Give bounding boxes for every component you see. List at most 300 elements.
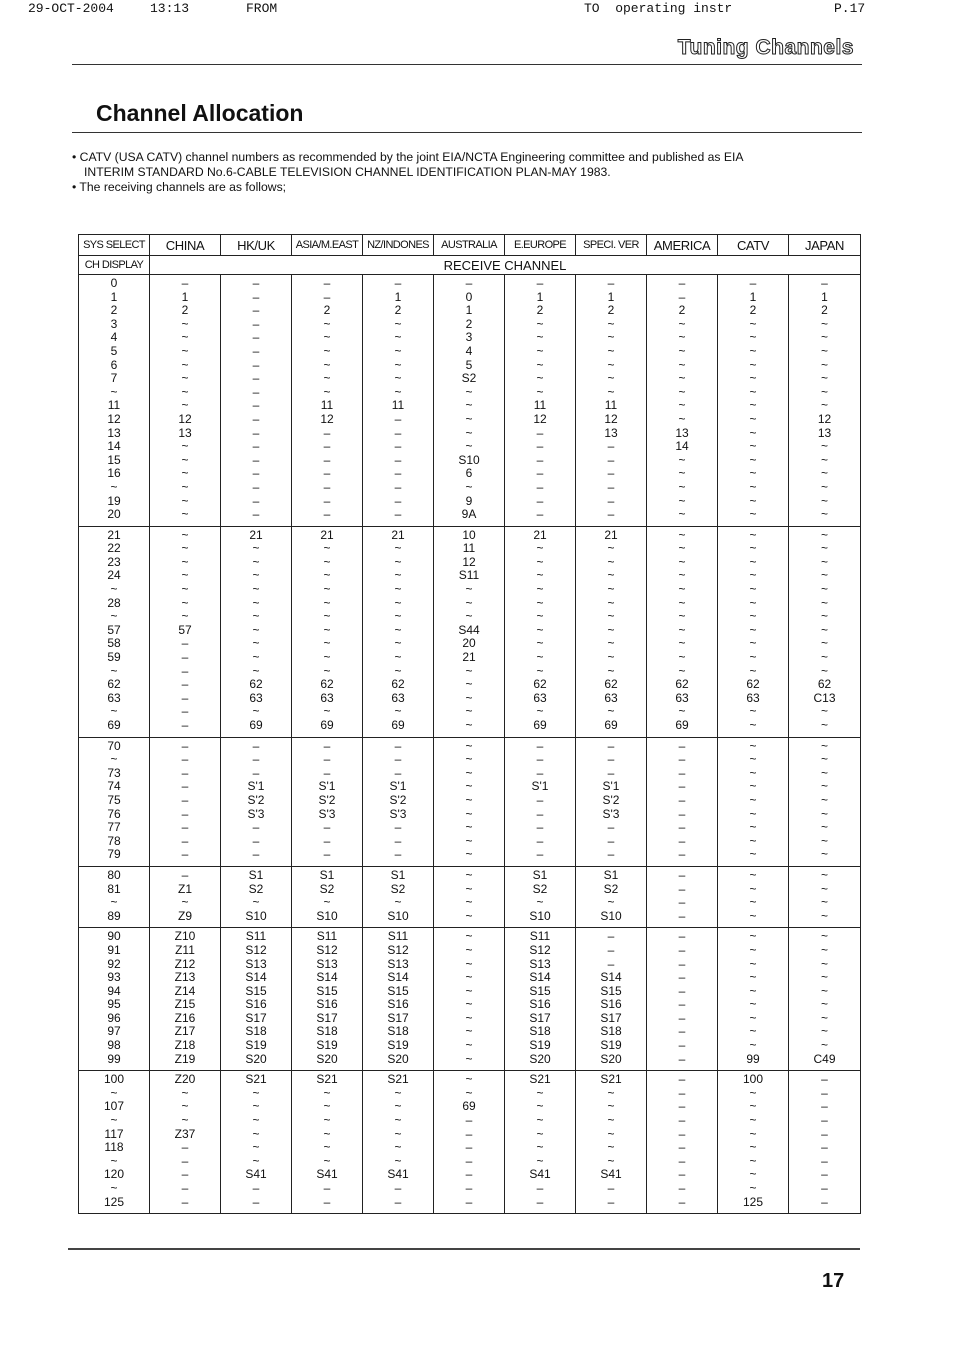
channel-value: ~ (323, 650, 331, 665)
channel-value: 63 (320, 690, 334, 705)
channel-value: – (821, 1099, 828, 1114)
channel-value: ~ (465, 765, 473, 780)
channel-value: ~ (252, 704, 260, 719)
channel-value: ~ (181, 895, 189, 910)
channel-value: S13 (245, 956, 267, 971)
channel-value: – (252, 289, 260, 304)
channel-value: ~ (749, 1181, 757, 1195)
receive-channel-cell (718, 1071, 789, 1214)
channel-value: ~ (536, 330, 544, 345)
footer-divider (68, 1248, 860, 1250)
channel-value: S20 (245, 1051, 267, 1066)
channel-value: ~ (181, 316, 189, 331)
channel-value: S18 (387, 1024, 409, 1039)
channel-value: – (252, 1194, 260, 1209)
channel-value: – (678, 847, 686, 862)
channel-value: ~ (820, 439, 828, 454)
channel-value: – (821, 1113, 828, 1128)
channel-value: S16 (316, 997, 338, 1012)
channel-value: ~ (252, 650, 260, 665)
channel-value: – (607, 752, 615, 767)
channel-value: – (678, 792, 686, 807)
receive-channel-cell (292, 866, 363, 927)
channel-value: ~ (678, 384, 686, 399)
channel-value: – (607, 452, 615, 467)
channel-value: – (821, 1167, 828, 1182)
channel-value: ~ (678, 582, 686, 597)
channel-value: – (323, 752, 331, 767)
channel-value: 21 (320, 527, 334, 542)
channel-value: 100 (742, 1072, 764, 1087)
channel-value: S15 (387, 983, 409, 998)
channel-value: – (678, 1072, 686, 1087)
channel-value: – (678, 806, 686, 821)
channel-value: ~ (536, 595, 544, 610)
channel-value: 63 (604, 690, 618, 705)
channel-value: ~ (749, 384, 757, 399)
channel-value: 62 (746, 677, 760, 692)
channel-value: 62 (107, 677, 121, 692)
channel-value: ~ (323, 554, 331, 569)
channel-value: – (252, 357, 260, 372)
channel-value: – (821, 1072, 828, 1087)
channel-value: ~ (465, 1024, 473, 1039)
channel-value: ~ (536, 622, 544, 637)
channel-value: ~ (465, 779, 473, 794)
channel-value: – (678, 1010, 686, 1025)
channel-value: – (252, 384, 260, 399)
channel-value: S41 (245, 1167, 267, 1182)
channel-value: Z20 (174, 1072, 196, 1087)
channel-value: – (678, 1038, 686, 1053)
channel-value: ~ (252, 1153, 260, 1168)
receive-channel-cell (221, 275, 292, 527)
channel-value: ~ (465, 439, 473, 454)
channel-value: S'3 (602, 806, 620, 821)
channel-value: S16 (387, 997, 409, 1012)
channel-value: – (323, 289, 331, 304)
receive-channel-cell (576, 275, 647, 527)
channel-value: ~ (536, 1140, 544, 1155)
channel-value: – (536, 792, 544, 807)
fax-from: FROM (246, 1, 278, 16)
channel-value: ~ (394, 1085, 402, 1100)
channel-value: – (394, 439, 402, 454)
channel-value: ~ (252, 1113, 260, 1128)
receive-channel-cell (221, 526, 292, 737)
channel-value: – (465, 1181, 473, 1195)
channel-value: ~ (536, 582, 544, 597)
channel-value: 94 (107, 983, 121, 998)
channel-value: ~ (536, 609, 544, 624)
channel-value: ~ (394, 330, 402, 345)
channel-value: – (821, 1194, 828, 1209)
channel-value: 2 (110, 303, 118, 318)
channel-value: ~ (820, 398, 828, 413)
receive-channel-cell (150, 526, 221, 737)
channel-value: ~ (536, 895, 544, 910)
channel-value: ~ (607, 636, 615, 651)
channel-value: – (394, 425, 402, 440)
ch-display-row (79, 256, 861, 275)
channel-value: ~ (465, 970, 473, 985)
channel-value: – (394, 752, 402, 767)
channel-value: 69 (320, 718, 334, 732)
channel-value: ~ (607, 650, 615, 665)
channel-value: – (536, 752, 544, 767)
channel-value: Z15 (174, 997, 196, 1012)
channel-value: ~ (820, 541, 828, 556)
channel-value: ~ (820, 357, 828, 372)
channel-value: 12 (107, 411, 121, 426)
channel-value: – (252, 820, 260, 835)
intro-text (72, 150, 872, 195)
channel-value: ~ (820, 997, 828, 1012)
channel-value: – (678, 942, 686, 957)
channel-value: 75 (107, 792, 121, 807)
receive-channel-cell (363, 1071, 434, 1214)
channel-value: 63 (746, 690, 760, 705)
channel-value: ~ (820, 942, 828, 957)
channel-value: 99 (746, 1051, 760, 1066)
channel-value: ~ (607, 1126, 615, 1141)
channel-value: 59 (107, 650, 121, 665)
channel-value: ~ (465, 738, 473, 753)
channel-value: ~ (536, 541, 544, 556)
channel-value: Z19 (174, 1051, 196, 1066)
channel-value: Z14 (174, 983, 196, 998)
channel-value: 21 (107, 527, 121, 542)
channel-value: ~ (181, 493, 189, 508)
channel-value: – (678, 908, 686, 923)
channel-value: 11 (533, 398, 547, 413)
channel-value: – (678, 1126, 686, 1141)
channel-value: ~ (323, 357, 331, 372)
channel-value: 2 (536, 303, 544, 318)
channel-value: ~ (394, 636, 402, 651)
channel-value: – (181, 690, 189, 705)
channel-value: S19 (387, 1038, 409, 1053)
channel-value: – (394, 466, 402, 481)
channel-value: ~ (820, 316, 828, 331)
channel-value: S18 (529, 1024, 551, 1039)
channel-value: S'2 (247, 792, 265, 807)
channel-value: ~ (110, 1085, 118, 1100)
receive-channel-cell (221, 737, 292, 866)
channel-value: – (678, 289, 686, 304)
channel-value: S17 (600, 1010, 622, 1025)
channel-value: 11 (604, 398, 618, 413)
channel-value: – (465, 1167, 473, 1182)
channel-value: – (181, 704, 189, 719)
channel-value: ~ (820, 956, 828, 971)
channel-value: ~ (465, 663, 473, 678)
channel-value: 2 (323, 303, 331, 318)
channel-value: ~ (465, 908, 473, 923)
channel-value: ~ (252, 663, 260, 678)
channel-value: ~ (465, 942, 473, 957)
channel-value: S15 (316, 983, 338, 998)
receive-channel-cell (576, 928, 647, 1071)
channel-value: 118 (104, 1140, 124, 1155)
channel-value: ~ (749, 554, 757, 569)
channel-value: 62 (817, 677, 832, 692)
channel-value: ~ (465, 704, 473, 719)
channel-value: 2 (465, 316, 473, 331)
channel-value: ~ (749, 881, 757, 896)
channel-value: – (323, 276, 331, 290)
channel-value: ~ (749, 970, 757, 985)
channel-value: S18 (245, 1024, 267, 1039)
channel-value: 91 (107, 942, 121, 957)
channel-value: ~ (678, 343, 686, 358)
channel-value: 20 (462, 636, 476, 651)
channel-value: 21 (533, 527, 547, 542)
channel-value: – (181, 738, 189, 753)
ch-display-cell (79, 866, 150, 927)
channel-value: ~ (394, 343, 402, 358)
channel-value: – (181, 847, 189, 862)
channel-value: ~ (749, 663, 757, 678)
section-title: Tuning Channels (677, 36, 854, 59)
channel-value: ~ (323, 568, 331, 583)
channel-value: ~ (607, 357, 615, 372)
channel-value: S41 (316, 1167, 338, 1182)
channel-value: ~ (749, 582, 757, 597)
channel-value: S15 (600, 983, 622, 998)
channel-value: ~ (181, 398, 189, 413)
channel-value: ~ (394, 582, 402, 597)
channel-value: ~ (820, 881, 828, 896)
channel-value: ~ (181, 1113, 189, 1128)
channel-value: – (536, 425, 544, 440)
channel-value: S10 (529, 908, 551, 923)
channel-value: ~ (465, 1085, 473, 1100)
channel-value: 13 (178, 425, 192, 440)
channel-value: 1 (465, 303, 473, 318)
channel-value: ~ (749, 622, 757, 637)
receive-channel-cell (221, 928, 292, 1071)
channel-value: S'2 (389, 792, 407, 807)
channel-value: ~ (252, 622, 260, 637)
channel-value: 21 (249, 527, 263, 542)
channel-value: ~ (820, 452, 828, 467)
system-header-hk-uk: HK/UK (221, 235, 292, 256)
channel-value: ~ (394, 1113, 402, 1128)
channel-value: 63 (675, 690, 689, 705)
channel-value: – (821, 1085, 828, 1100)
receive-channel-cell (292, 928, 363, 1071)
receive-channel-cell (150, 275, 221, 527)
channel-value: ~ (465, 609, 473, 624)
channel-value: – (181, 765, 189, 780)
channel-value: ~ (323, 330, 331, 345)
channel-value: ~ (820, 867, 828, 882)
ch-display-label: CH DISPLAY (79, 256, 150, 275)
channel-value: – (678, 1167, 686, 1182)
channel-value: – (394, 765, 402, 780)
channel-value: ~ (110, 384, 118, 399)
channel-value: ~ (820, 1038, 828, 1053)
channel-value: 2 (394, 303, 402, 318)
channel-value: S17 (316, 1010, 338, 1025)
channel-value: – (678, 1099, 686, 1114)
channel-value: ~ (465, 384, 473, 399)
channel-value: ~ (323, 609, 331, 624)
receive-channel-cell (363, 275, 434, 527)
channel-value: ~ (820, 493, 828, 508)
channel-value: ~ (820, 384, 828, 399)
channel-value: – (678, 956, 686, 971)
channel-value: ~ (323, 1085, 331, 1100)
channel-value: S2 (532, 881, 548, 896)
channel-value: ~ (678, 568, 686, 583)
channel-value: ~ (252, 1140, 260, 1155)
channel-value: 69 (675, 718, 689, 732)
channel-value: – (678, 997, 686, 1012)
channel-value: ~ (607, 704, 615, 719)
channel-value: ~ (465, 867, 473, 882)
channel-value: ~ (678, 507, 686, 522)
channel-value: C49 (813, 1051, 836, 1066)
channel-value: ~ (678, 595, 686, 610)
channel-value: S41 (387, 1167, 409, 1182)
channel-value: ~ (820, 527, 828, 542)
channel-value: ~ (749, 779, 757, 794)
system-header-catv: CATV (718, 235, 789, 256)
channel-value: 80 (107, 867, 121, 882)
channel-value: ~ (181, 1099, 189, 1114)
receive-channel-cell (434, 1071, 505, 1214)
channel-value: ~ (749, 452, 757, 467)
channel-value: ~ (181, 343, 189, 358)
channel-value: ~ (820, 507, 828, 522)
channel-value: 2 (678, 303, 686, 318)
channel-value: ~ (749, 1085, 757, 1100)
channel-value: S20 (387, 1051, 409, 1066)
channel-value: ~ (678, 650, 686, 665)
channel-value: ~ (820, 704, 828, 719)
channel-value: ~ (394, 650, 402, 665)
channel-value: ~ (394, 704, 402, 719)
channel-value: S12 (387, 942, 409, 957)
channel-value: – (394, 276, 402, 290)
channel-group-row (79, 1071, 861, 1214)
channel-value: ~ (394, 609, 402, 624)
channel-value: 73 (107, 765, 121, 780)
channel-value: 1 (749, 289, 757, 304)
channel-value: ~ (394, 895, 402, 910)
channel-value: S10 (245, 908, 267, 923)
channel-value: S15 (245, 983, 267, 998)
channel-value: S16 (600, 997, 622, 1012)
channel-value: – (678, 738, 686, 753)
channel-value: ~ (465, 690, 473, 705)
channel-value: ~ (110, 663, 118, 678)
channel-value: 6 (465, 466, 473, 481)
channel-value: – (607, 493, 615, 508)
channel-value: 69 (462, 1099, 476, 1114)
channel-value: ~ (749, 738, 757, 753)
channel-value: S17 (245, 1010, 267, 1025)
channel-value: ~ (536, 636, 544, 651)
receive-channel-cell (505, 866, 576, 927)
channel-value: S11 (529, 929, 551, 944)
channel-value: ~ (465, 847, 473, 862)
channel-value: – (181, 792, 189, 807)
channel-value: ~ (607, 371, 615, 386)
channel-value: S21 (316, 1072, 338, 1087)
channel-value: ~ (252, 595, 260, 610)
channel-value: 93 (107, 970, 121, 985)
channel-value: 16 (107, 466, 121, 481)
channel-value: 11 (107, 398, 121, 413)
channel-value: Z9 (177, 908, 192, 923)
channel-value: 62 (391, 677, 405, 692)
channel-value: 12 (533, 411, 547, 426)
receive-channel-cell (150, 1071, 221, 1214)
channel-value: – (181, 1194, 189, 1209)
channel-value: – (607, 466, 615, 481)
channel-value: 14 (107, 439, 121, 454)
channel-value: ~ (749, 330, 757, 345)
channel-value: ~ (749, 411, 757, 426)
channel-value: 22 (107, 541, 121, 556)
fax-header (28, 0, 878, 16)
channel-value: – (252, 479, 260, 494)
channel-value: 69 (249, 718, 263, 732)
channel-value: ~ (323, 622, 331, 637)
channel-value: S1 (603, 867, 619, 882)
channel-value: ~ (394, 622, 402, 637)
receive-channel-cell (505, 1071, 576, 1214)
channel-value: – (252, 276, 260, 290)
channel-value: S2 (248, 881, 264, 896)
channel-value: S2 (319, 881, 335, 896)
receive-channel-cell (576, 866, 647, 927)
channel-value: – (181, 276, 189, 290)
sys-select-label: SYS SELECT (79, 235, 150, 256)
channel-value: ~ (465, 425, 473, 440)
channel-value: S'1 (318, 779, 336, 794)
channel-value: ~ (820, 466, 828, 481)
channel-value: ~ (678, 452, 686, 467)
channel-value: – (252, 343, 260, 358)
channel-value: ~ (465, 820, 473, 835)
channel-value: ~ (678, 541, 686, 556)
channel-value: 24 (107, 568, 121, 583)
channel-value: S2 (390, 881, 406, 896)
channel-value: ~ (536, 357, 544, 372)
fax-page: P.17 (834, 1, 866, 16)
channel-value: Z10 (174, 929, 196, 944)
channel-value: S13 (316, 956, 338, 971)
channel-value: ~ (323, 384, 331, 399)
channel-value: – (678, 765, 686, 780)
channel-value: ~ (465, 806, 473, 821)
channel-value: ~ (749, 343, 757, 358)
channel-value: ~ (678, 527, 686, 542)
channel-value: – (252, 398, 260, 413)
channel-value: 21 (604, 527, 618, 542)
channel-value: ~ (820, 779, 828, 794)
channel-value: ~ (181, 554, 189, 569)
channel-value: ~ (749, 718, 757, 732)
receive-channel-cell (576, 526, 647, 737)
channel-value: ~ (749, 371, 757, 386)
channel-value: ~ (536, 663, 544, 678)
channel-value: ~ (749, 1113, 757, 1128)
